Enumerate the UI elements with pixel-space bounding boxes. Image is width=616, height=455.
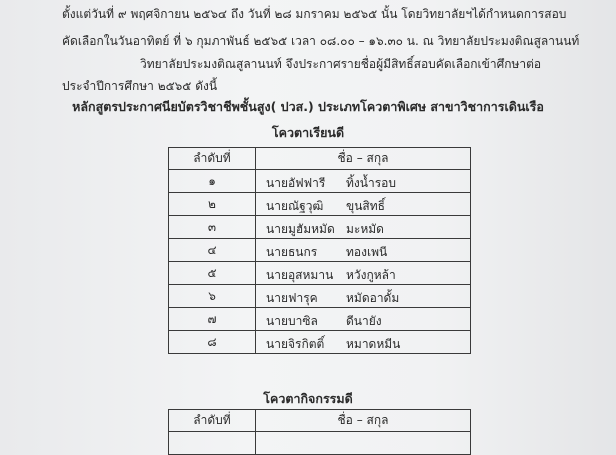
first-name: นายฟารุค — [266, 291, 318, 305]
intro-line-1: ตั้งแต่วันที่ ๙ พฤศจิกายน ๒๕๖๔ ถึง วันที่ ๒๘ มกราคม ๒๕๖๕ นั้น โดยวิทยาลัยฯได้กำหนดการสอบ — [62, 7, 567, 21]
row-no — [169, 432, 256, 455]
row-no: ๗ — [169, 308, 256, 331]
intro-line-2: คัดเลือกในวันอาทิตย์ ที่ ๖ กุมภาพันธ์ ๒๕๖๕ เวลา ๐๘.๐๐ – ๑๖.๓๐ น. ณ วิทยาลัยประมงติณสูลานนท์ — [62, 34, 580, 48]
last-name: ขุนสิทธิ์ — [346, 199, 385, 213]
row-name — [256, 308, 471, 331]
quota-academic-table — [168, 147, 471, 354]
table-row — [169, 308, 471, 331]
last-name: ทองเพนี — [346, 245, 388, 259]
last-name: หวังกูหล้า — [346, 268, 396, 282]
row-name — [256, 331, 471, 354]
row-no: ๘ — [169, 331, 256, 354]
table-row — [169, 331, 471, 354]
last-name: ทิ้งน้ำรอบ — [346, 176, 396, 190]
last-name: หมาดหมีน — [346, 337, 401, 351]
row-name — [256, 285, 471, 308]
column-header-name: ชื่อ – สกุล — [256, 410, 471, 432]
first-name: นายบาซิล — [266, 314, 318, 328]
row-name — [256, 432, 471, 455]
last-name: ดีนายัง — [346, 314, 382, 328]
row-name — [256, 239, 471, 262]
table-row — [169, 193, 471, 216]
table-row — [169, 432, 471, 455]
table-header-row — [169, 148, 471, 170]
row-name — [256, 262, 471, 285]
column-header-no: ลำดับที่ — [169, 410, 256, 432]
table-row — [169, 216, 471, 239]
last-name: มะหมัด — [346, 222, 384, 236]
table-header-row — [169, 410, 471, 432]
first-name: นายจิรกิตติ์ — [266, 337, 325, 351]
row-name — [256, 216, 471, 239]
table-row — [169, 239, 471, 262]
program-title: หลักสูตรประกาศนียบัตรวิชาชีพชั้นสูง( ปวส.) ประเภทโควตาพิเศษ สาขาวิชาการเดินเรือ — [72, 99, 544, 114]
row-no: ๑ — [169, 170, 256, 193]
table-row — [169, 262, 471, 285]
first-name: นายมูฮัมหมัด — [266, 222, 335, 236]
row-no: ๕ — [169, 262, 256, 285]
quota-activity-title: โควตากิจกรรมดี — [263, 391, 353, 406]
row-name — [256, 170, 471, 193]
quota-academic-title: โควตาเรียนดี — [271, 125, 345, 140]
row-no: ๓ — [169, 216, 256, 239]
last-name: หมัดอาดั้ม — [346, 291, 400, 305]
row-no: ๔ — [169, 239, 256, 262]
table-row — [169, 170, 471, 193]
intro-line-4: ประจำปีการศึกษา ๒๕๖๕ ดังนี้ — [62, 79, 218, 93]
first-name: นายธนกร — [266, 245, 318, 259]
row-name — [256, 193, 471, 216]
intro-line-3: วิทยาลัยประมงติณสูลานนท์ จึงประกาศรายชื่อผู้มีสิทธิ์สอบคัดเลือกเข้าศึกษาต่อ — [140, 57, 542, 71]
table-row — [169, 285, 471, 308]
column-header-no: ลำดับที่ — [169, 148, 256, 170]
quota-activity-table — [168, 409, 471, 455]
row-no: ๒ — [169, 193, 256, 216]
column-header-name: ชื่อ – สกุล — [256, 148, 471, 170]
first-name: นายอุสหมาน — [266, 268, 334, 282]
first-name: นายอัฟฟารี — [266, 176, 326, 190]
first-name: นายณัฐวุฒิ — [266, 199, 324, 213]
row-no: ๖ — [169, 285, 256, 308]
